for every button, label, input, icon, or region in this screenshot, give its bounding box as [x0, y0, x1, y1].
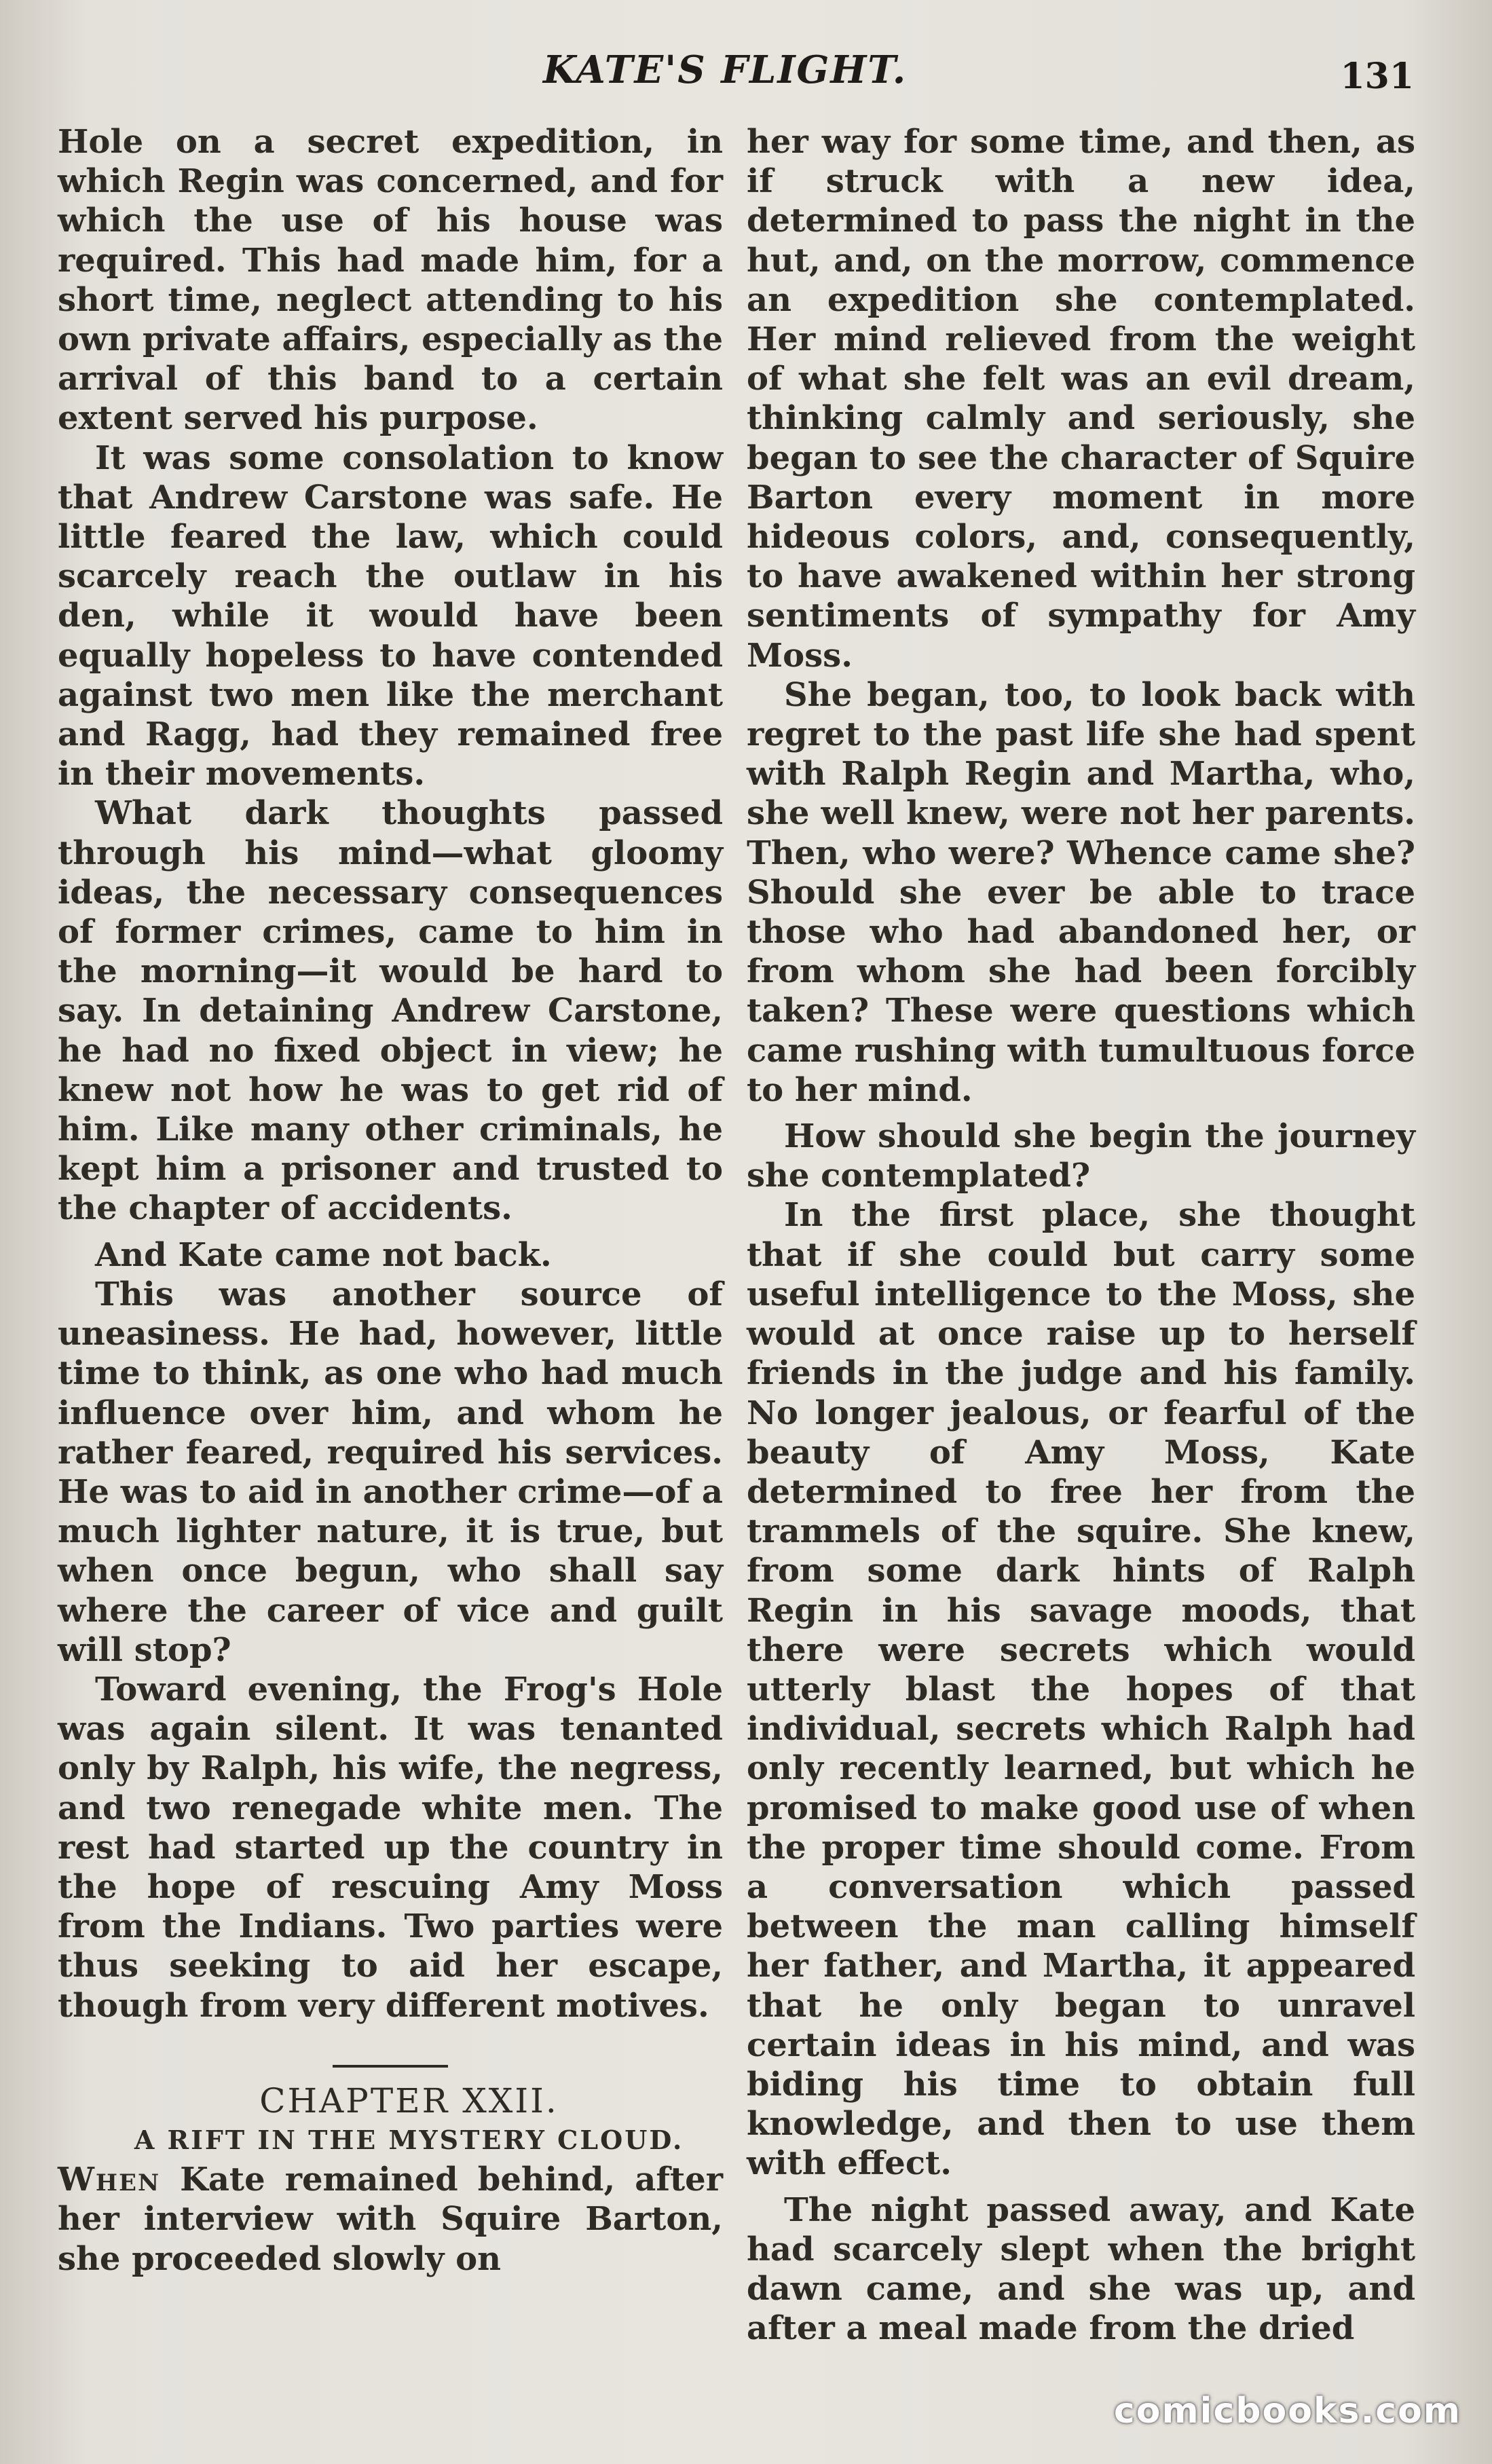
right-column: [747, 122, 1415, 2348]
running-title: KATE'S FLIGHT.: [543, 48, 908, 92]
chapter-subtitle: A RIFT IN THE MYSTERY CLOUD.: [134, 2124, 684, 2155]
chapter-heading: CHAPTER XXII.: [259, 2080, 559, 2121]
paragraph: What dark thoughts passed through his mind—what gloomy ideas, the necessary consequences of former crimes, came to him in the morning—it would be hard to say. In detaining Andrew Carstone, he had no fixed object in view; he knew not how he was to get rid of him. Like many other criminals, he kept him a prisoner and trusted to the chapter of accidents.: [58, 794, 723, 1228]
paragraph: her way for some time, and then, as if struck with a new idea, determined to pass the night in the hut, and, on the morrow, commence an expedition she contemplated. Her mind relieved from the weight of what she felt was an evil dream, thinking calmly and seriously, she began to see the character of Squire Barton every moment in more hideous colors, and, consequently, to have awakened within her strong sentiments of sympathy for Amy Moss.: [747, 123, 1415, 675]
paragraph: Toward evening, the Frog's Hole was again silent. It was tenanted only by Ralph, his wife, the negress, and two renegade white men. The rest had started up the country in the hope of rescuing Amy Moss from the Indians. Two parties were thus seeking to aid her escape, though from very different motives.: [58, 1670, 723, 2025]
chapter-first-word: When: [58, 2161, 161, 2199]
site-watermark: comicbooks.com: [1113, 2391, 1461, 2431]
section-divider: [333, 2065, 448, 2068]
paragraph: How should she begin the journey she contemplated?: [747, 1117, 1415, 1195]
left-column: [58, 122, 723, 2279]
paragraph: Hole on a secret expedition, in which Regin was concerned, and for which the use of his house was required. This had made him, for a short time, neglect attending to his own private affairs, especially as the arrival of this band to a certain extent served his purpose.: [58, 123, 723, 438]
paragraph: The night passed away, and Kate had scarcely slept when the bright dawn came, and she was up, and after a meal made from the dried: [747, 2190, 1415, 2348]
page-number: 131: [1340, 56, 1414, 97]
running-header: [0, 41, 1492, 102]
paragraph: She began, too, to look back with regret to the past life she had spent with Ralph Regin and Martha, who, she well knew, were not her parents. Then, who were? Whence came she? Should she ever be able to trace those who had abandoned her, or from whom she had been forcibly taken? These were questions which came rushing with tumultuous force to her mind.: [747, 675, 1415, 1109]
paragraph: This was another source of uneasiness. He had, however, little time to think, as one who had much influence over him, and whom he rather feared, required his services. He was to aid in another crime—of a much lighter nature, it is true, but when once begun, who shall say where the career of vice and guilt will stop?: [58, 1275, 723, 1669]
chapter-opening-text: Kate remained behind, after her interview with Squire Barton, she proceeded slowly on: [58, 2161, 723, 2278]
paragraph: And Kate came not back.: [95, 1235, 552, 1274]
chapter-opening-paragraph: [58, 2160, 723, 2279]
paragraph: In the first place, she thought that if she could but carry some useful intelligence to the Moss, she would at once raise up to herself friends in the judge and his family. No longer jealous, or fearful of the beauty of Amy Moss, Kate determined to free her from the trammels of the squire. She knew, from some dark hints of Ralph Regin in his savage moods, that there were secrets which would utterly blast the hopes of that individual, secrets which Ralph had only recently learned, but which he promised to make good use of when the proper time should come. From a conversation which passed between the man calling himself her father, and Martha, it appeared that he only began to unravel certain ideas in his mind, and was biding his time to obtain full knowledge, and then to use them with effect.: [747, 1196, 1415, 2183]
paragraph: It was some consolation to know that Andrew Carstone was safe. He little feared the law, which could scarcely reach the outlaw in his den, while it would have been equally hopeless to have contended against two men like the merchant and Ragg, had they remained free in their movements.: [58, 438, 723, 794]
